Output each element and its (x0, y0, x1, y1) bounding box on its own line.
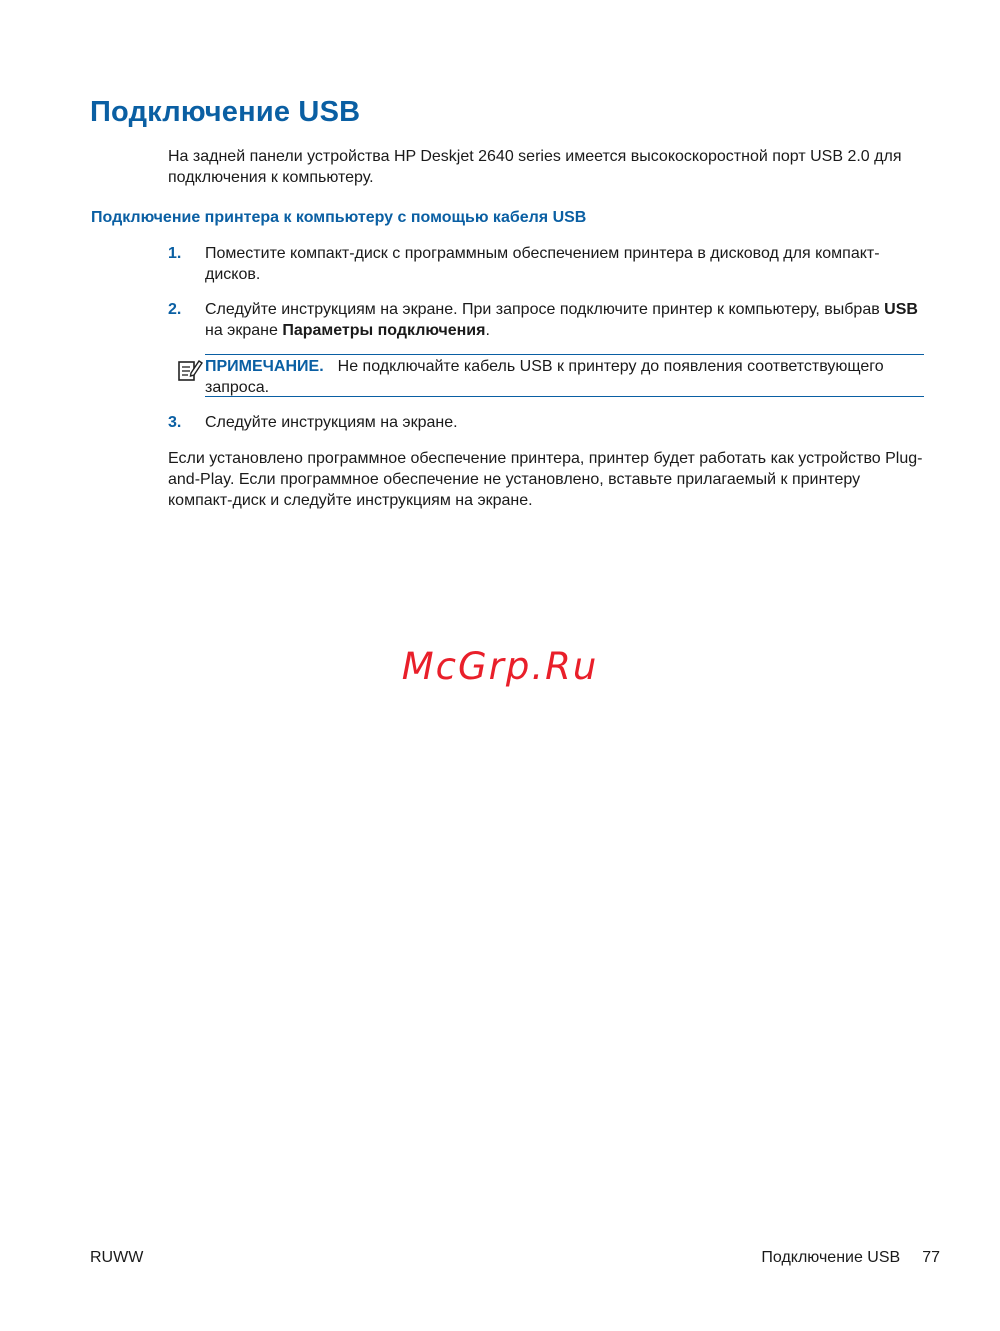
step-text: Следуйте инструкциям на экране. (205, 414, 458, 431)
step-text: Поместите компакт-диск с программным обеспечением принтера в дисковод для компакт-дисков. (205, 245, 880, 283)
note-box (205, 354, 924, 397)
step-number: 1. (168, 245, 182, 262)
closing-paragraph: Если установлено программное обеспечение принтера, принтер будет работать как устройство Plug-and-Play. Если программное обеспечение не установлено, вставьте прилагаемый к принтеру компакт-диск и следуйте инструкциям на экране. (168, 450, 923, 509)
footer-section-title: Подключение USB (761, 1249, 901, 1266)
step-text-part: на экране (205, 322, 283, 339)
step-text-part: . (485, 322, 490, 339)
footer-section (761, 1249, 940, 1267)
step-number: 2. (168, 301, 182, 318)
note-pencil-icon (177, 358, 203, 382)
page-number: 77 (922, 1249, 940, 1266)
step-text (205, 299, 925, 341)
footer-locale: RUWW (90, 1249, 144, 1266)
connection-settings-label: Параметры подключения (282, 322, 486, 339)
watermark: McGrp.Ru (401, 645, 599, 688)
usb-option: USB (884, 301, 918, 318)
page-title: Подключение USB (90, 96, 361, 128)
note-content (205, 356, 924, 398)
note-label: ПРИМЕЧАНИЕ. (205, 358, 324, 375)
section-subheading: Подключение принтера к компьютеру с помощью кабеля USB (91, 209, 587, 226)
step-text-part: Следуйте инструкциям на экране. При запросе подключите принтер к компьютеру, выбрав (205, 301, 885, 318)
step-number: 3. (168, 414, 182, 431)
note-text: Не подключайте кабель USB к принтеру до появления соответствующего запроса. (205, 358, 884, 396)
intro-paragraph: На задней панели устройства HP Deskjet 2640 series имеется высокоскоростной порт USB 2.0 для подключения к компьютеру. (168, 148, 902, 186)
